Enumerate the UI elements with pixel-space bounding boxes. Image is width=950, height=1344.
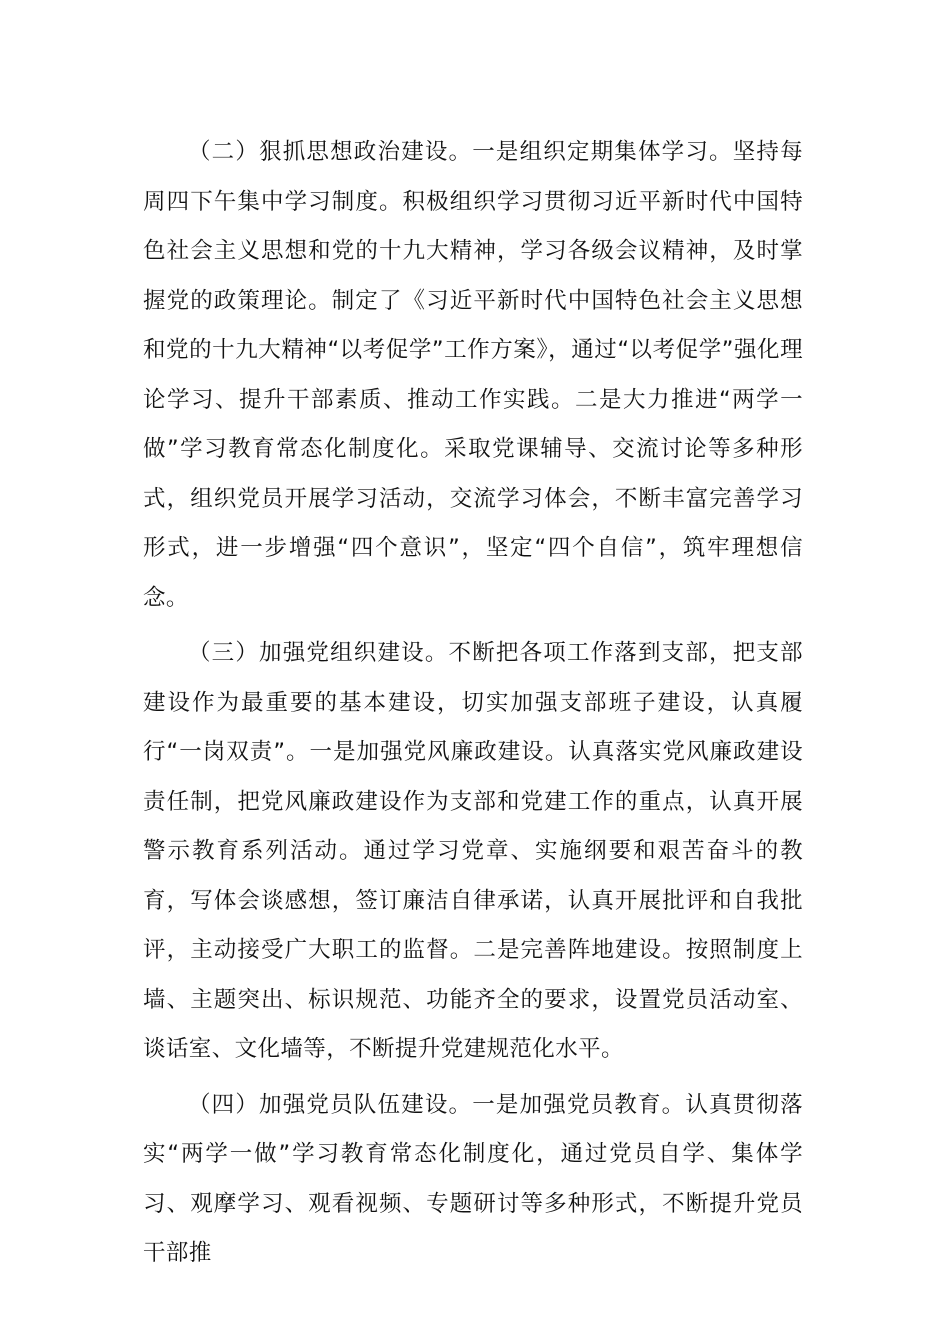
paragraph-party-member-team-building: （四）加强党员队伍建设。一是加强党员教育。认真贯彻落实“两学一做”学习教育常态化制度化，通过党员自学、集体学习、观摩学习、观看视频、专题研讨等多种形式，不断提升党员干部推	[143, 1091, 803, 1266]
paragraph-party-organization-building: （三）加强党组织建设。不断把各项工作落到支部，把支部建设作为最重要的基本建设，切实加强支部班子建设，认真履行“一岗双责”。一是加强党风廉政建设。认真落实党风廉政建设责任制，把党风廉政建设作为支部和党建工作的重点，认真开展警示教育系列活动。通过学习党章、实施纲要和艰苦奋斗的教育，写体会谈感想，签订廉洁自律承诺，认真开展批评和自我批评，主动接受广大职工的监督。二是完善阵地建设。按照制度上墙、主题突出、标识规范、功能齐全的要求，设置党员活动室、谈话室、文化墙等，不断提升党建规范化水平。	[143, 640, 803, 1062]
paragraph-ideological-building: （二）狠抓思想政治建设。一是组织定期集体学习。坚持每周四下午集中学习制度。积极组织学习贯彻习近平新时代中国特色社会主义思想和党的十九大精神，学习各级会议精神，及时掌握党的政策理论。制定了《习近平新时代中国特色社会主义思想和党的十九大精神“以考促学”工作方案》，通过“以考促学”强化理论学习、提升干部素质、推动工作实践。二是大力推进“两学一做”学习教育常态化制度化。采取党课辅导、交流讨论等多种形式，组织党员开展学习活动，交流学习体会，不断丰富完善学习形式，进一步增强“四个意识”，坚定“四个自信”，筑牢理想信念。	[143, 139, 803, 611]
document-body	[143, 128, 803, 1285]
